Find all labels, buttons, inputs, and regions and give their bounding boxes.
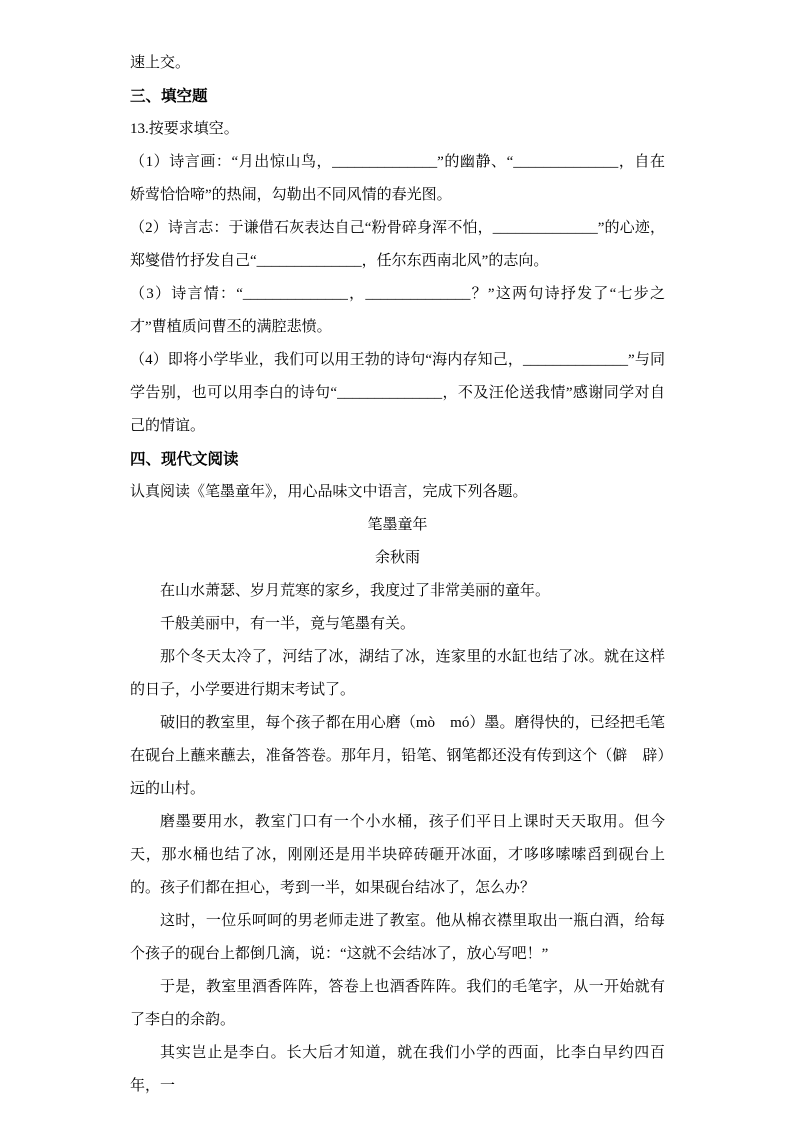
essay-title: 笔墨童年 xyxy=(367,517,428,533)
essay-paragraph: 破旧的教室里，每个孩子都在用心磨（mò mó）墨。磨得快的，已经把毛笔在砚台上蘸来蘸去，准备答卷。那年月，铅笔、钢笔都还没有传到这个（僻 辟）远的山村。 xyxy=(130,715,665,797)
fill-blank-item: （4）即将小学毕业，我们可以用王勃的诗句“海内存知己，______________”与同学告别，也可以用李白的诗句“______________，不及汪伦送我情”感谢同学对自己的情谊。 xyxy=(130,352,665,434)
continuation-text: 速上交。 xyxy=(130,55,191,71)
section3-heading: 三、填空题 xyxy=(130,88,208,105)
essay-paragraph: 那个冬天太冷了，河结了冰，湖结了冰，连家里的水缸也结了冰。就在这样的日子，小学要进行期末考试了。 xyxy=(130,649,665,698)
essay-author: 余秋雨 xyxy=(374,550,420,566)
fill-blank-item: （1）诗言画：“月出惊山鸟，______________”的幽静、“______________，自在娇莺恰恰啼”的热闹，勾勒出不同风情的春光图。 xyxy=(130,154,665,203)
essay-paragraph: 在山水萧瑟、岁月荒寒的家乡，我度过了非常美丽的童年。 xyxy=(160,583,551,599)
fill-blank-item: （3）诗言情：“______________，______________？”这两句诗抒发了“七步之才”曹植质问曹丕的满腔悲愤。 xyxy=(130,286,665,335)
fill-blank-item: （2）诗言志：于谦借石灰表达自己“粉骨碎身浑不怕，______________”的心迹，郑燮借竹抒发自己“______________，任尔东西南北风”的志向。 xyxy=(130,220,665,269)
essay-paragraph: 其实岂止是李白。长大后才知道，就在我们小学的西面，比李白早约四百年，一 xyxy=(130,1045,665,1094)
essay-body xyxy=(130,575,665,1103)
section4-heading: 四、现代文阅读 xyxy=(130,451,239,468)
essay-paragraph: 千般美丽中，有一半，竟与笔墨有关。 xyxy=(160,616,416,632)
fill-blank-items xyxy=(130,146,665,443)
reading-instruction: 认真阅读《笔墨童年》，用心品味文中语言，完成下列各题。 xyxy=(130,484,528,500)
question-13-label: 13.按要求填空。 xyxy=(130,121,239,137)
essay-paragraph: 磨墨要用水，教室门口有一个小水桶，孩子们平日上课时天天取用。但今天，那水桶也结了冰，刚刚还是用半块碎砖砸开冰面，才哆哆嗦嗦舀到砚台上的。孩子们都在担心，考到一半，如果砚台结冰了，怎么办？ xyxy=(130,814,665,896)
essay-paragraph: 这时，一位乐呵呵的男老师走进了教室。他从棉衣襟里取出一瓶白酒，给每个孩子的砚台上都倒几滴，说：“这就不会结冰了，放心写吧！” xyxy=(130,913,665,962)
essay-paragraph: 于是，教室里酒香阵阵，答卷上也酒香阵阵。我们的毛笔字，从一开始就有了李白的余韵。 xyxy=(130,979,665,1028)
